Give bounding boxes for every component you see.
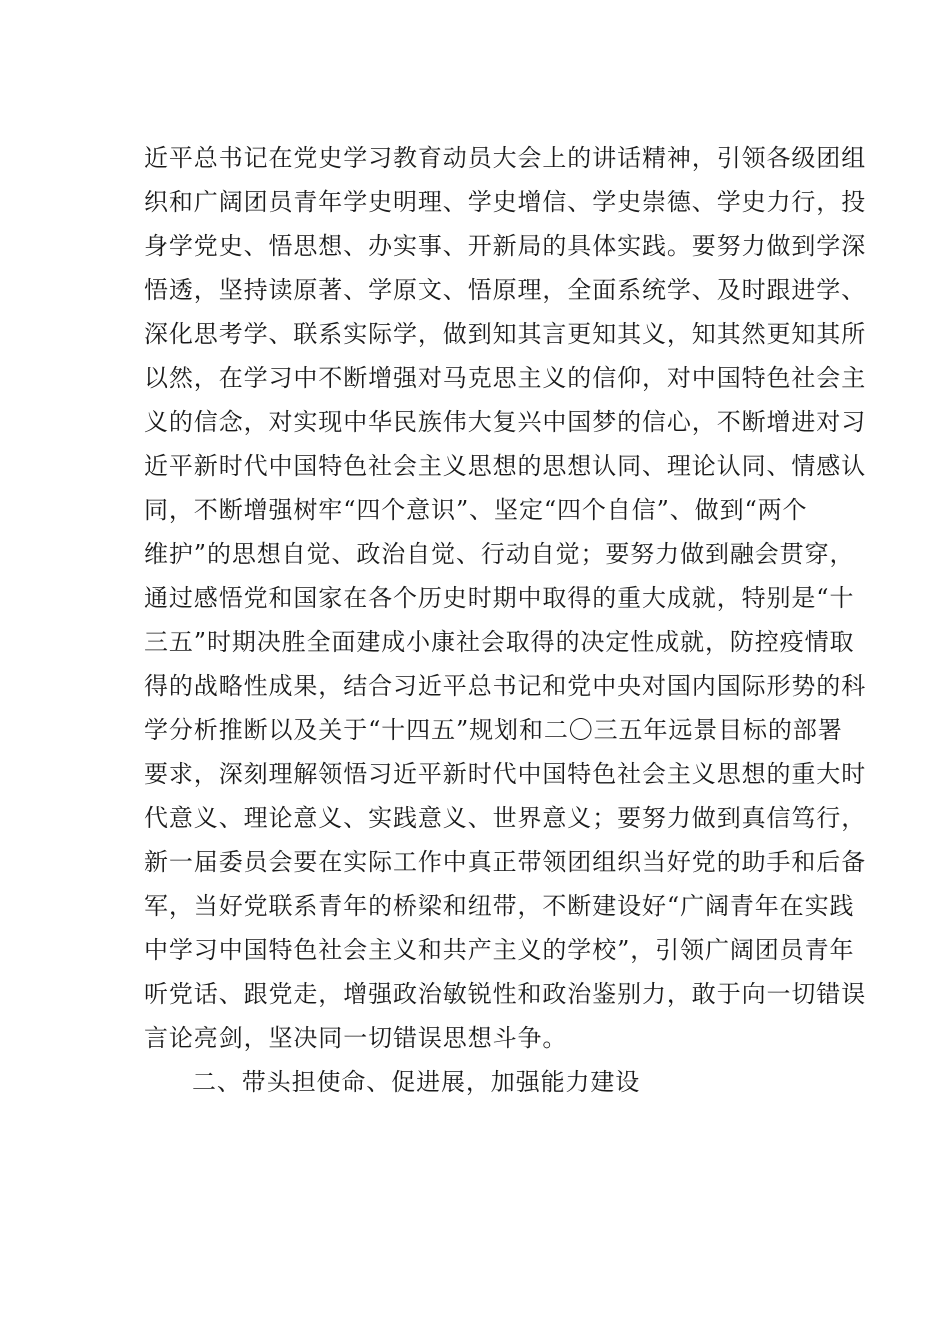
text-line-16: 代意义、理论意义、实践意义、世界意义；要努力做到真信笃行， xyxy=(144,804,867,832)
text-line-11: 通过感悟党和国家在各个历史时期中取得的重大成就，特别是“十 xyxy=(144,584,855,612)
text-line-20: 听党话、跟党走，增强政治敏锐性和政治鉴别力，敢于向一切错误 xyxy=(144,980,867,1008)
text-line-4: 悟透，坚持读原著、学原文、悟原理，全面系统学、及时跟进学、 xyxy=(144,276,867,304)
text-line-15: 要求，深刻理解领悟习近平新时代中国特色社会主义思想的重大时 xyxy=(144,760,867,788)
text-line-8: 近平新时代中国特色社会主义思想的思想认同、理论认同、情感认 xyxy=(144,452,867,480)
text-line-5: 深化思考学、联系实际学，做到知其言更知其义，知其然更知其所 xyxy=(144,320,867,348)
text-line-10: 维护”的思想自觉、政治自觉、行动自觉；要努力做到融会贯穿， xyxy=(144,540,855,568)
text-line-12: 三五”时期决胜全面建成小康社会取得的决定性成就，防控疫情取 xyxy=(144,628,855,656)
text-line-19: 中学习中国特色社会主义和共产主义的学校”，引领广阔团员青年 xyxy=(144,936,855,964)
text-line-6: 以然，在学习中不断增强对马克思主义的信仰，对中国特色社会主 xyxy=(144,364,867,392)
text-line-21: 言论亮剑，坚决同一切错误思想斗争。 xyxy=(144,1024,568,1052)
text-line-17: 新一届委员会要在实际工作中真正带领团组织当好党的助手和后备 xyxy=(144,848,867,876)
text-line-3: 身学党史、悟思想、办实事、开新局的具体实践。要努力做到学深 xyxy=(144,232,867,260)
section-heading: 二、带头担使命、促进展，加强能力建设 xyxy=(192,1068,641,1096)
text-line-1: 近平总书记在党史学习教育动员大会上的讲话精神，引领各级团组 xyxy=(144,144,867,172)
text-line-13: 得的战略性成果，结合习近平总书记和党中央对国内国际形势的科 xyxy=(144,672,867,700)
text-line-2: 织和广阔团员青年学史明理、学史增信、学史崇德、学史力行，投 xyxy=(144,188,867,216)
body-text xyxy=(144,136,867,1104)
text-line-7: 义的信念，对实现中华民族伟大复兴中国梦的信心，不断增进对习 xyxy=(144,408,867,436)
text-line-9: 同，不断增强树牢“四个意识”、坚定“四个自信”、做到“两个 xyxy=(144,496,808,524)
text-line-14: 学分析推断以及关于“十四五”规划和二〇三五年远景目标的部署 xyxy=(144,716,843,744)
text-line-18: 军，当好党联系青年的桥梁和纽带，不断建设好“广阔青年在实践 xyxy=(144,892,855,920)
